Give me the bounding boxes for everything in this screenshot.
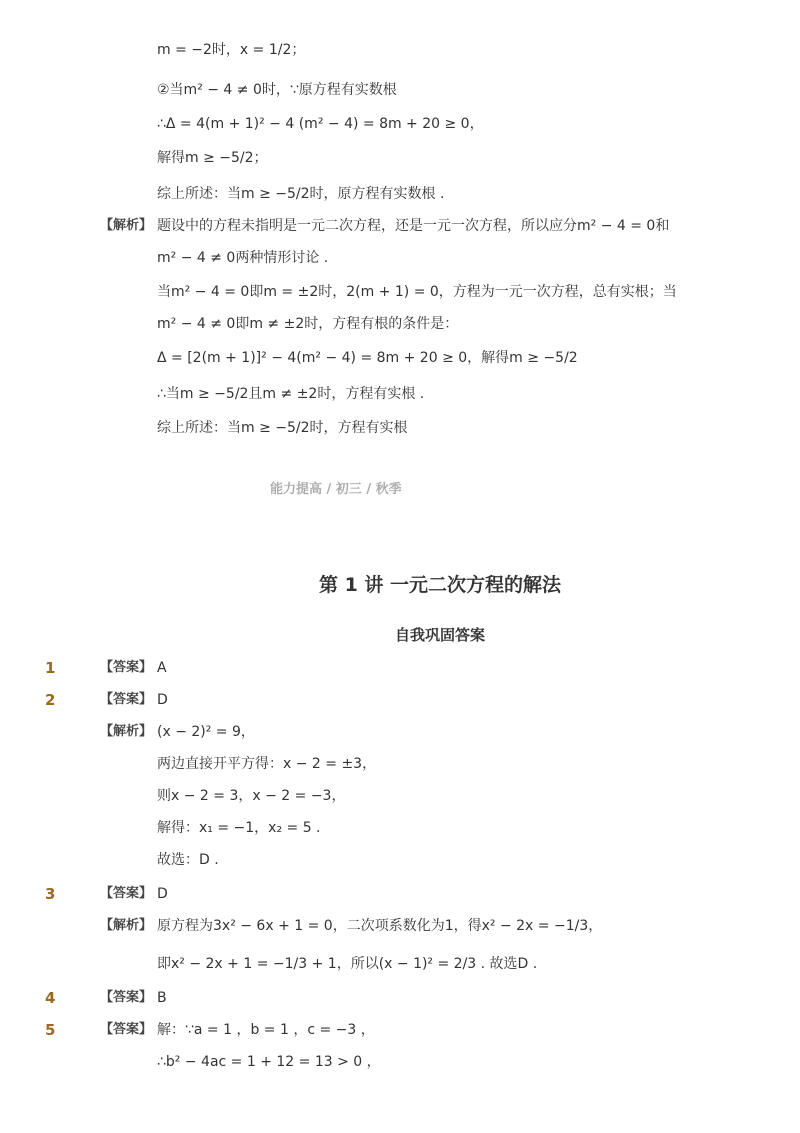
question-number: 5: [45, 1021, 56, 1039]
analysis-line: 原方程为3x² − 6x + 1 = 0，二次项系数化为1，得x² − 2x = −1/3，: [157, 918, 603, 934]
answer-tag: 【答案】: [100, 692, 153, 707]
analysis-line: m² − 4 ≠ 0即m ≠ ±2时，方程有根的条件是：: [157, 316, 459, 332]
analysis-tag: 【解析】: [100, 724, 153, 739]
analysis-line: (x − 2)² = 9，: [157, 724, 255, 740]
answer-text: B: [157, 990, 167, 1006]
answer-text: ∴b² − 4ac = 1 + 12 = 13 > 0 ，: [157, 1054, 381, 1070]
answer-tag: 【答案】: [100, 990, 153, 1005]
question-number: 1: [45, 659, 56, 677]
question-number: 2: [45, 691, 56, 709]
analysis-line: 解得：x₁ = −1，x₂ = 5 .: [157, 820, 321, 836]
answer-text: D: [157, 886, 168, 902]
text-line: ∴Δ = 4(m + 1)² − 4 (m² − 4) = 8m + 20 ≥ 0，: [157, 116, 484, 132]
text-line: 综上所述：当m ≥ −5/2时，原方程有实数根 .: [157, 186, 445, 202]
analysis-line: m² − 4 ≠ 0两种情形讨论 .: [157, 250, 329, 266]
question-number: 4: [45, 989, 56, 1007]
answer-text: D: [157, 692, 168, 708]
text-line: ②当m² − 4 ≠ 0时，∵原方程有实数根: [157, 82, 397, 98]
analysis-line: 两边直接开平方得：x − 2 = ±3，: [157, 756, 377, 772]
answer-text: 解：∵a = 1 ，b = 1 ，c = −3 ，: [157, 1022, 375, 1038]
analysis-line: 题设中的方程未指明是一元二次方程，还是一元一次方程，所以应分m² − 4 = 0和: [157, 218, 670, 234]
analysis-line: 当m² − 4 = 0即m = ±2时，2(m + 1) = 0，方程为一元一次方程，总有实根；当: [157, 284, 677, 300]
page-footer: 能力提高 / 初三 / 秋季: [270, 482, 402, 497]
analysis-line: 综上所述：当m ≥ −5/2时，方程有实根: [157, 420, 408, 436]
answer-tag: 【答案】: [100, 886, 153, 901]
section-title: 第 1 讲 一元二次方程的解法: [318, 574, 562, 596]
question-number: 3: [45, 885, 56, 903]
answer-tag: 【答案】: [100, 1022, 153, 1037]
analysis-tag: 【解析】: [100, 918, 153, 933]
section-subtitle: 自我巩固答案: [394, 626, 485, 644]
analysis-line: 故选：D .: [157, 852, 219, 868]
analysis-line: 即x² − 2x + 1 = −1/3 + 1，所以(x − 1)² = 2/3 . 故选D .: [157, 956, 538, 972]
text-line: 解得m ≥ −5/2；: [157, 150, 268, 166]
analysis-line: 则x − 2 = 3，x − 2 = −3，: [157, 788, 346, 804]
text-line: m = −2时，x = 1/2；: [157, 42, 306, 58]
analysis-line: ∴当m ≥ −5/2且m ≠ ±2时，方程有实根 .: [157, 386, 425, 402]
answer-tag: 【答案】: [100, 660, 153, 675]
analysis-line: Δ = [2(m + 1)]² − 4(m² − 4) = 8m + 20 ≥ 0，解得m ≥ −5/2: [157, 350, 578, 366]
analysis-tag: 【解析】: [100, 218, 153, 233]
answer-text: A: [157, 660, 167, 676]
